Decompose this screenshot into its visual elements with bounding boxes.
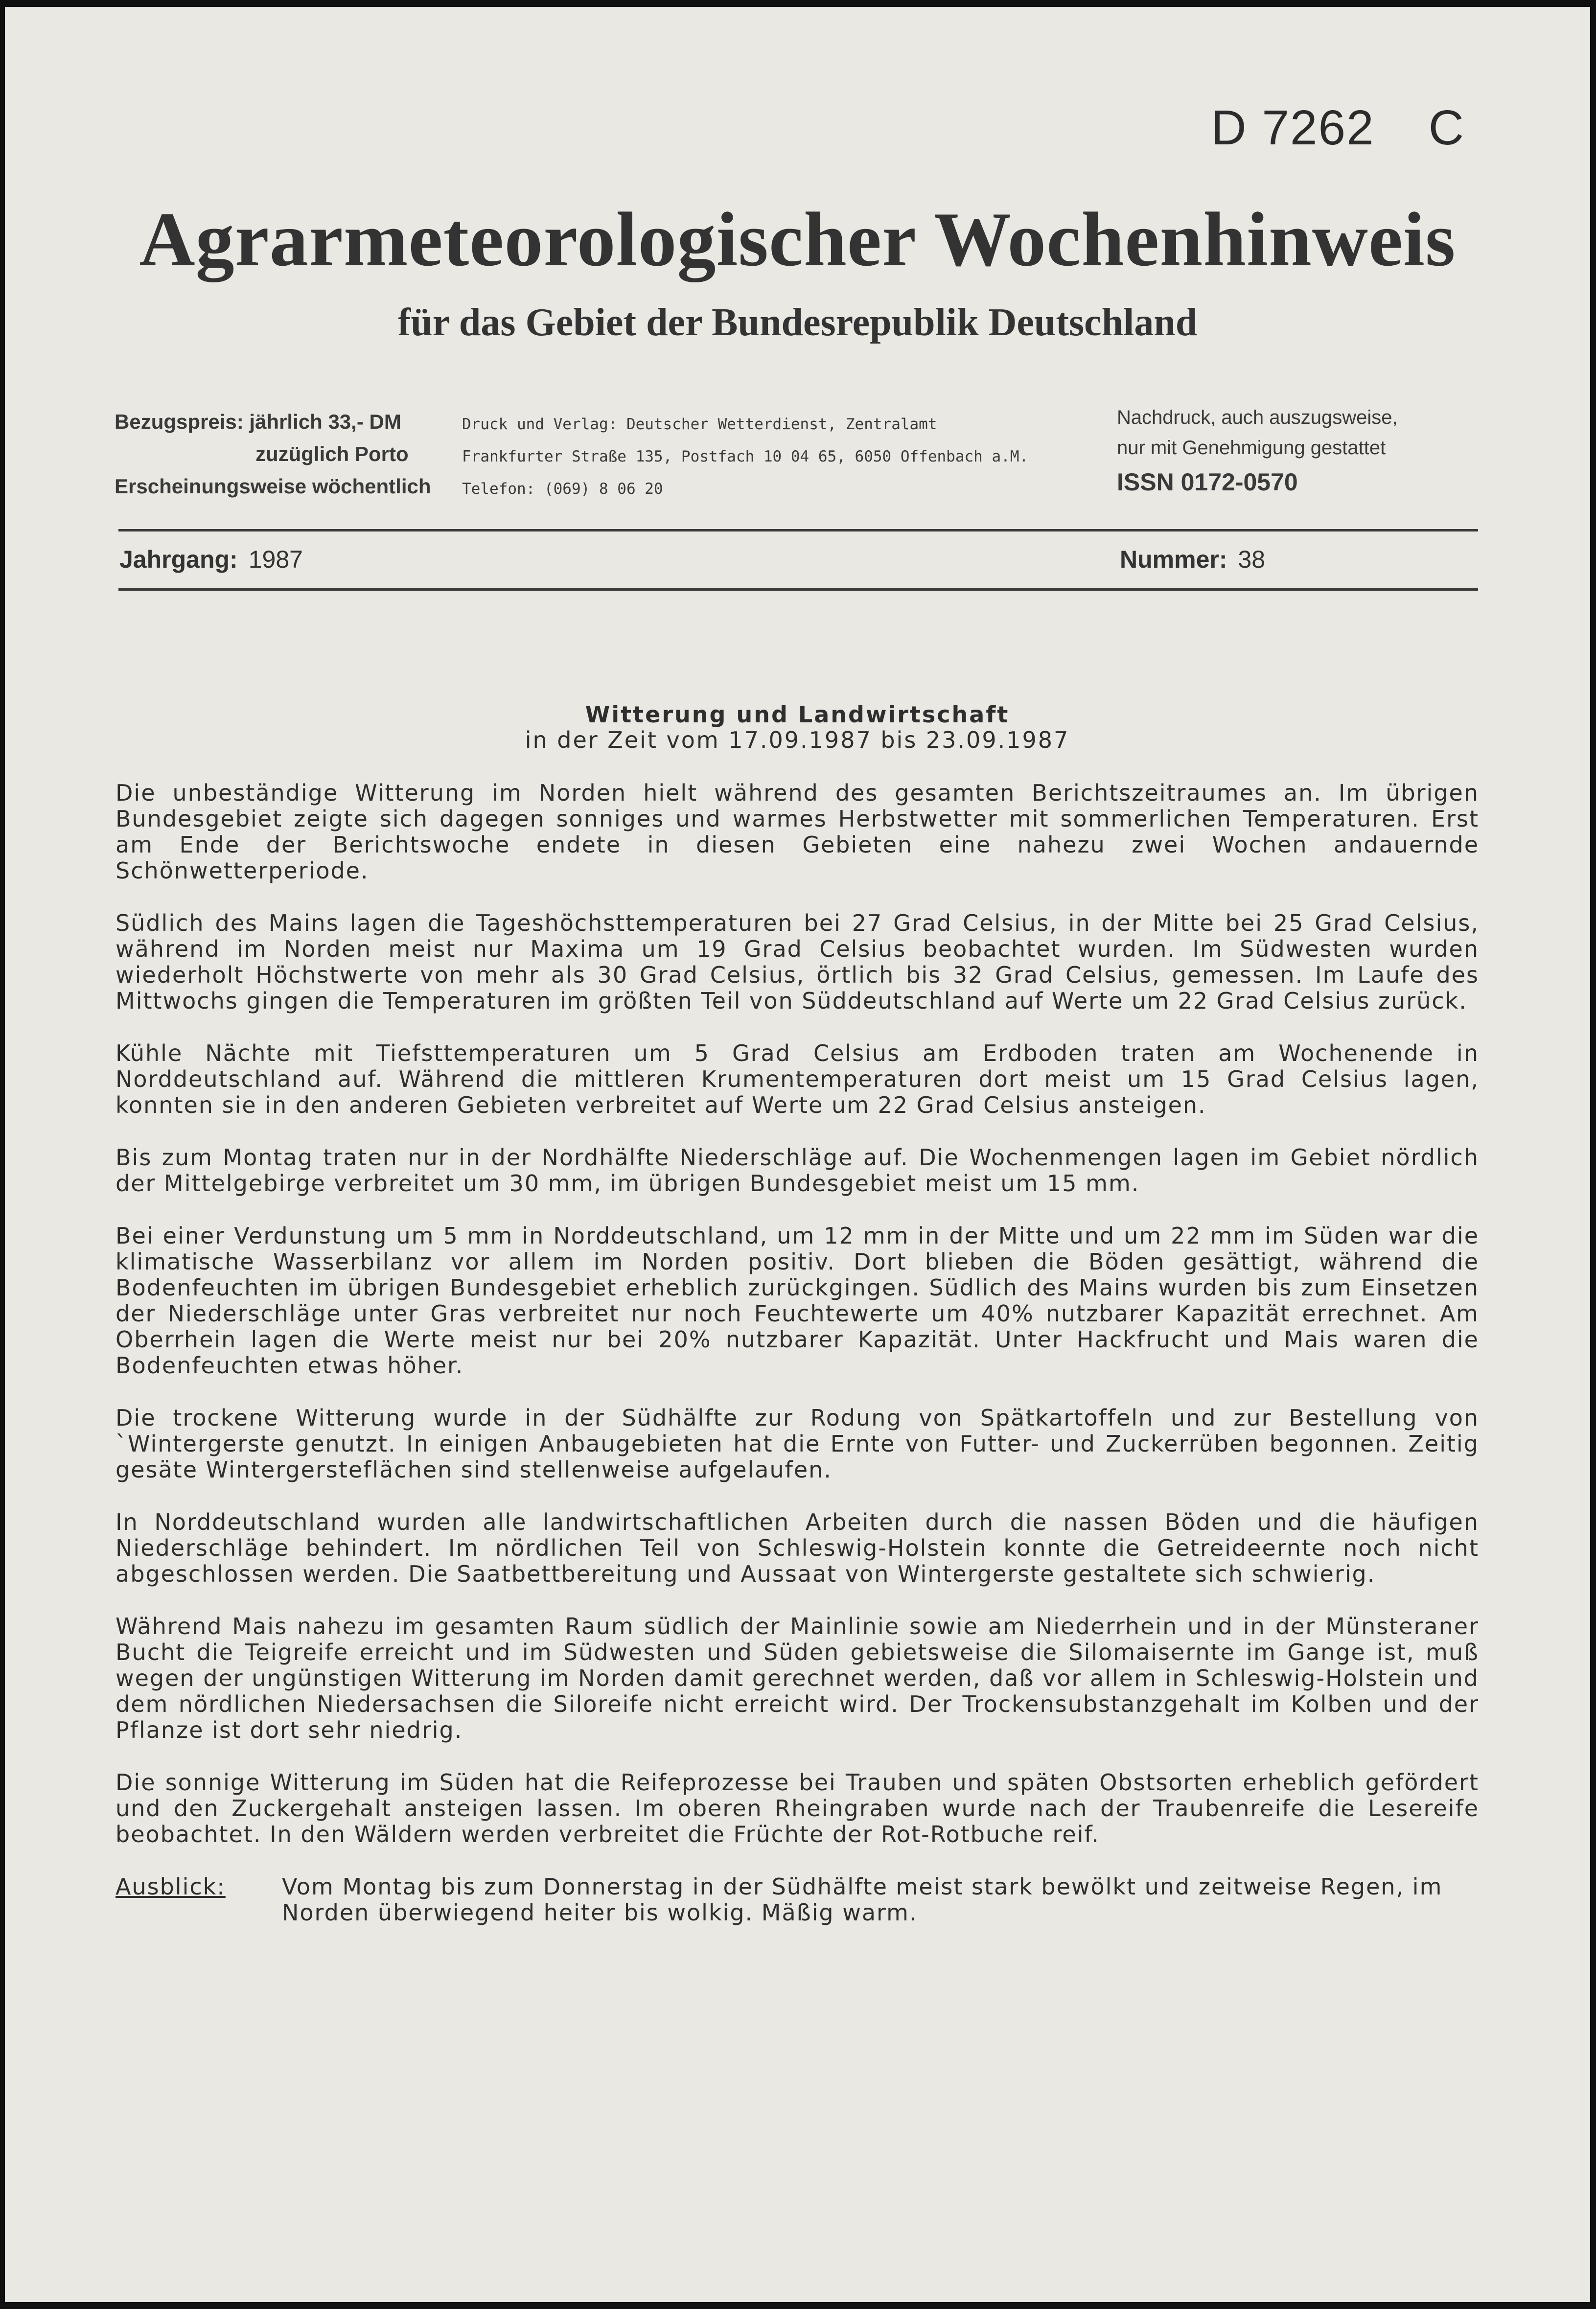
paragraph: Die trockene Witterung wurde in der Südhälfte zur Rodung von Spätkartoffeln und zur Bestellung von `Wintergerste genutzt. In einigen Anbaugebieten hat die Ernte von Futter- und Zuckerrüben begonnen. Zeitig gesäte Wintergersteflächen sind stellenweise aufgelaufen. [116,1405,1479,1483]
publication-subtitle: für das Gebiet der Bundesrepublik Deutschland [397,301,1198,344]
paragraph: Während Mais nahezu im gesamten Raum südlich der Mainlinie sowie am Niederrhein und in der Münsteraner Bucht die Teigreife erreicht und im Südwesten und Süden gebietsweise die Silomaisernte im Gange ist, muß wegen der ungünstigen Witterung im Norden damit gerechnet werden, daß vor allem in Schleswig-Holstein und dem nördlichen Niedersachsen die Siloreife nicht erreicht wird. Der Trockensubstanzgehalt im Kolben und der Pflanze ist dort sehr niedrig. [116,1613,1479,1743]
issue-year [119,545,303,574]
number-label: Nummer: [1120,546,1227,573]
paragraph: Bis zum Montag traten nur in der Nordhälfte Niederschläge auf. Die Wochenmengen lagen im Gebiet nördlich der Mittelgebirge verbreitet um 30 mm, im übrigen Bundesgebiet meist um 15 mm. [116,1144,1479,1197]
frequency-line: Erscheinungsweise wöchentlich [115,475,431,498]
paragraph: Die sonnige Witterung im Süden hat die Reifeprozesse bei Trauben und späten Obstsorten erheblich gefördert und den Zuckergehalt ansteigen lassen. Im oberen Rheingraben wurde nach der Traubenreife die Lesereife beobachtet. In den Wäldern werden verbreitet die Früchte der Rot-Rotbuche reif. [116,1769,1479,1847]
code-letter: C [1428,100,1465,155]
issn: ISSN 0172-0570 [1117,468,1298,496]
publisher-line: Druck und Verlag: Deutscher Wetterdienst, Zentralamt [462,416,937,433]
number-value: 38 [1238,546,1266,573]
year-label: Jahrgang: [119,546,238,573]
postage-line: zuzüglich Porto [255,442,409,465]
reprint-line-1: Nachdruck, auch auszugsweise, [1117,407,1398,428]
copyright-info [1117,402,1398,497]
paragraph: Bei einer Verdunstung um 5 mm in Norddeutschland, um 12 mm in der Mitte und um 22 mm im Süden war die klimatische Wasserbilanz vor allem im Norden positiv. Dort blieben die Böden gesättigt, während die Bodenfeuchten im übrigen Bundesgebiet erheblich zurückgingen. Südlich des Mains wurden bis zum Einsetzen der Niederschläge unter Gras verbreitet nur noch Feuchtewerte um 40% nutzbarer Kapazität errechnet. Am Oberrhein lagen die Werte meist nur bei 20% nutzbarer Kapazität. Unter Hackfrucht und Mais waren die Bodenfeuchten etwas höher. [116,1223,1479,1379]
report-heading: Witterung und Landwirtschaft [585,701,1010,728]
paragraph: Die unbeständige Witterung im Norden hielt während des gesamten Berichtszeitraumes an. Im übrigen Bundesgebiet zeigte sich dagegen sonniges und warmes Herbstwetter mit sommerlichen Temperaturen. Erst am Ende der Berichtswoche endete in diesen Gebieten eine nahezu zwei Wochen andauernde Schönwetterperiode. [116,780,1479,884]
document-page [5,7,1590,2302]
paragraph: In Norddeutschland wurden alle landwirtschaftlichen Arbeiten durch die nassen Böden und die häufigen Niederschläge behindert. Im nördlichen Teil von Schleswig-Holstein konnte die Getreideernte noch nicht abgeschlossen werden. Die Saatbettbereitung und Aussaat von Wintergerste gestaltete sich schwierig. [116,1509,1479,1587]
reprint-line-2: nur mit Genehmigung gestattet [1117,437,1386,459]
divider-bottom [118,588,1478,591]
report-body [116,702,1479,1926]
document-code [1211,100,1465,156]
publisher-address [462,408,1028,505]
code-number: D 7262 [1211,100,1375,155]
year-value: 1987 [248,546,303,573]
divider-top [118,529,1478,531]
phone-line: Telefon: (069) 8 06 20 [462,480,663,498]
address-line: Frankfurter Straße 135, Postfach 10 04 65, 6050 Offenbach a.M. [462,448,1029,465]
paragraph: Südlich des Mains lagen die Tageshöchsttemperaturen bei 27 Grad Celsius, in der Mitte bei 25 Grad Celsius, während im Norden meist nur Maxima um 19 Grad Celsius beobachtet wurden. Im Südwesten wurden wiederholt Höchstwerte von mehr als 30 Grad Celsius, örtlich bis 32 Grad Celsius, gemessen. Im Laufe des Mittwochs gingen die Temperaturen im größten Teil von Süddeutschland auf Werte um 22 Grad Celsius zurück. [116,910,1479,1014]
outlook-text: Vom Montag bis zum Donnerstag in der Südhälfte meist stark bewölkt und zeitweise Regen, im Norden überwiegend heiter bis wolkig. Mäßig warm. [282,1873,1443,1926]
outlook [116,1874,1479,1926]
publication-title: Agrarmeteorologischer Wochenhinweis [139,197,1456,282]
paragraph: Kühle Nächte mit Tiefsttemperaturen um 5 Grad Celsius am Erdboden traten am Wochenende in Norddeutschland auf. Während die mittleren Krumentemperaturen dort meist um 15 Grad Celsius lagen, konnten sie in den anderen Gebieten verbreitet auf Werte um 22 Grad Celsius ansteigen. [116,1040,1479,1118]
subscription-info [115,406,431,503]
issue-number [1120,545,1265,574]
outlook-label: Ausblick: [116,1873,226,1900]
report-period: in der Zeit vom 17.09.1987 bis 23.09.1987 [525,727,1070,753]
price-line: Bezugspreis: jährlich 33,- DM [115,410,401,433]
